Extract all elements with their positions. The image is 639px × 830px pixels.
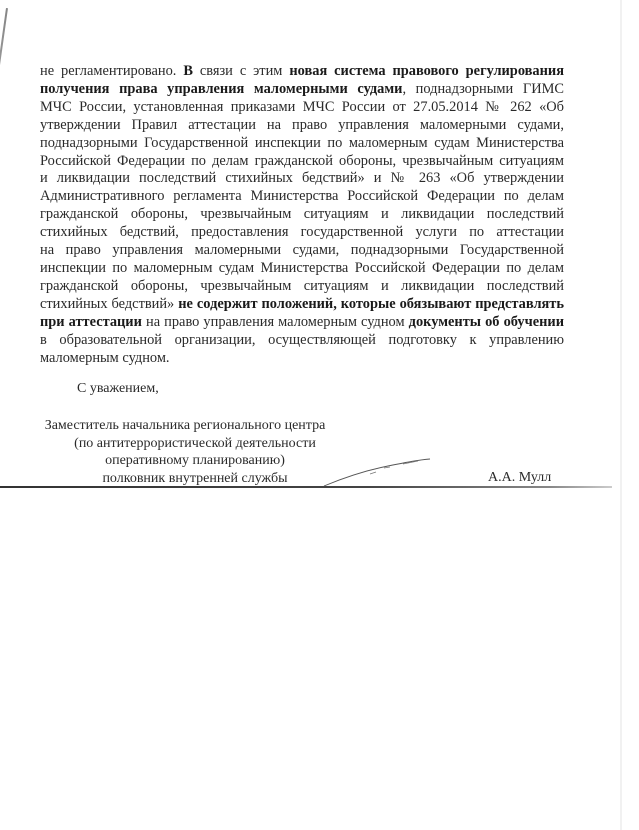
scan-edge <box>620 0 622 830</box>
text-line <box>40 314 564 332</box>
text-line <box>40 63 564 81</box>
text-line <box>40 260 564 278</box>
text-line <box>40 296 564 314</box>
text-line <box>40 135 564 153</box>
text-line <box>40 242 564 260</box>
text-run: связи с этим <box>192 63 290 79</box>
text-run: и ликвидации последствий стихийных бедствий» и № 263 «Об утверждении <box>40 170 564 187</box>
bold-text: получения права управления маломерными судами <box>40 80 403 97</box>
text-line <box>40 206 564 224</box>
text-run: не регламентировано. <box>40 63 184 79</box>
text-line <box>40 188 564 206</box>
text-line <box>40 170 564 188</box>
bold-text: новая система правового регулирования <box>289 63 564 79</box>
text-run: маломерным судном. <box>40 349 170 366</box>
text-run: стихийных бедствий, предоставления государственной услуги по аттестации <box>40 224 564 241</box>
text-line <box>40 81 564 99</box>
text-line <box>40 224 564 242</box>
closing-salutation: С уважением, <box>77 381 159 396</box>
bold-text: при аттестации <box>40 313 142 330</box>
text-run: на право управления маломерными судами, поднадзорными Государственной <box>40 242 564 259</box>
handwritten-signature <box>318 456 438 490</box>
signer-position-line-2: (по антитеррористической деятельности <box>74 435 316 451</box>
text-run: утверждении Правил аттестации на право управления маломерными судами, <box>40 116 564 133</box>
text-run: , поднадзорными ГИМС <box>402 80 564 97</box>
text-line <box>40 153 564 171</box>
text-line <box>40 99 564 117</box>
bold-text: не содержит положений, которые обязывают представлять <box>178 295 564 312</box>
signer-position-line-3: оперативному планированию) <box>105 453 285 469</box>
text-run: Административного регламента Министерства Российской Федерации по делам <box>40 188 564 205</box>
text-run: инспекции по маломерным судам Министерства Российской Федерации по делам <box>40 259 564 276</box>
bold-text: документы об обучении <box>408 313 564 330</box>
text-run: стихийных бедствий» <box>40 295 179 312</box>
bold-text: В <box>183 63 193 79</box>
text-run: МЧС России, установленная приказами МЧС России от 27.05.2014 № 262 «Об <box>40 98 564 115</box>
text-line <box>40 117 564 135</box>
signer-position-line-1: Заместитель начальника регионального центра <box>44 418 326 433</box>
scan-artifact-line <box>0 8 8 167</box>
text-run: на право управления маломерным судном <box>141 313 409 330</box>
text-line <box>40 350 564 368</box>
text-run: Российской Федерации по делам гражданской обороны, чрезвычайным ситуациям <box>40 152 564 169</box>
text-run: поднадзорными Государственной инспекции по маломерным судам Министерства <box>40 134 564 151</box>
text-line <box>40 332 564 350</box>
text-line <box>40 278 564 296</box>
letter-body <box>40 63 564 367</box>
text-run: гражданской обороны, чрезвычайным ситуациям и ликвидации последствий <box>40 206 564 223</box>
text-run: гражданской обороны, чрезвычайным ситуациям и ликвидации последствий <box>40 277 564 294</box>
signer-rank: полковник внутренней службы <box>102 470 288 486</box>
signer-name: А.А. Мулл <box>488 470 552 485</box>
text-run: в образовательной организации, осуществляющей подготовку к управлению <box>40 331 564 348</box>
horizontal-rule <box>0 486 612 488</box>
